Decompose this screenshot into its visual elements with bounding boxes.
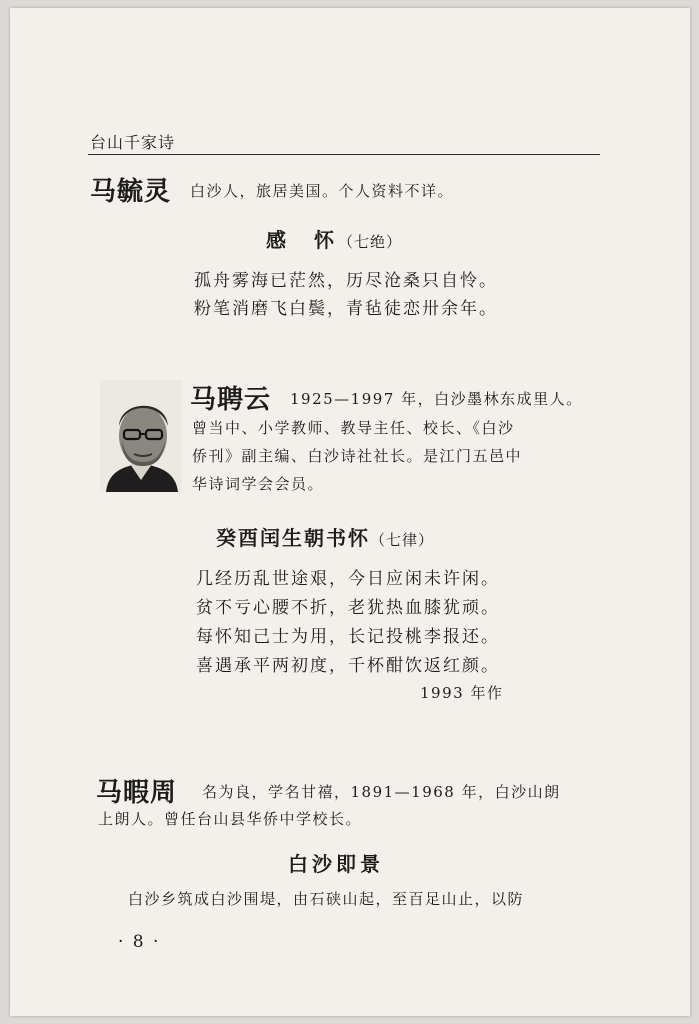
page-number: · 8 · [118, 932, 161, 952]
poet-name-3: 马暇周 [96, 778, 178, 808]
portrait-image [100, 380, 182, 492]
poem-preface: 白沙乡筑成白沙围堤，由石硖山起，至百足山止，以防 [128, 890, 525, 908]
header-rule [88, 154, 600, 155]
portrait-photo [100, 380, 182, 492]
poet-bio-line: 名为良，学名甘禧，1891—1968 年，白沙山朗 [202, 783, 561, 801]
poem-title-1 [266, 224, 402, 253]
poem-line: 几经历乱世途艰，今日应闲未许闲。 [196, 569, 500, 589]
poem-line: 粉笔消磨飞白鬓，青毡徒恋卅余年。 [194, 299, 498, 319]
poem-line: 贫不亏心腰不折，老犹热血膝犹顽。 [196, 598, 500, 618]
poem-title-text: 癸酉闰生朝书怀 [216, 526, 370, 550]
poem-form: （七律） [370, 531, 435, 549]
poem-title-3: 白沙即景 [288, 852, 384, 876]
poem-form: （七绝） [338, 233, 403, 251]
poem-line: 孤舟雾海已茫然，历尽沧桑只自怜。 [194, 271, 498, 291]
poem-line: 喜遇承平两初度，千杯酣饮返红颜。 [196, 656, 500, 676]
poet-name-1: 马毓灵 [90, 177, 172, 207]
poet-bio-line: 华诗词学会会员。 [192, 475, 325, 493]
poet-bio-line: 侨刊》副主编、白沙诗社社长。是江门五邑中 [192, 447, 523, 465]
poet-name-2: 马聘云 [190, 385, 272, 415]
poem-line: 每怀知己士为用，长记投桃李报还。 [196, 627, 500, 647]
poem-date-note: 1993 年作 [420, 684, 504, 702]
poet-bio-line: 上朗人。曾任台山县华侨中学校长。 [98, 810, 363, 828]
poem-title-text: 感 怀 [266, 228, 338, 252]
book-page [10, 8, 690, 1016]
running-head: 台山千家诗 [90, 133, 176, 152]
poet-bio-1: 白沙人，旅居美国。个人资料不详。 [190, 182, 455, 200]
poem-title-2 [216, 522, 434, 551]
poet-bio-line: 曾当中、小学教师、教导主任、校长、《白沙 [192, 419, 515, 437]
poet-bio-line: 1925—1997 年，白沙墨林东成里人。 [290, 390, 583, 408]
